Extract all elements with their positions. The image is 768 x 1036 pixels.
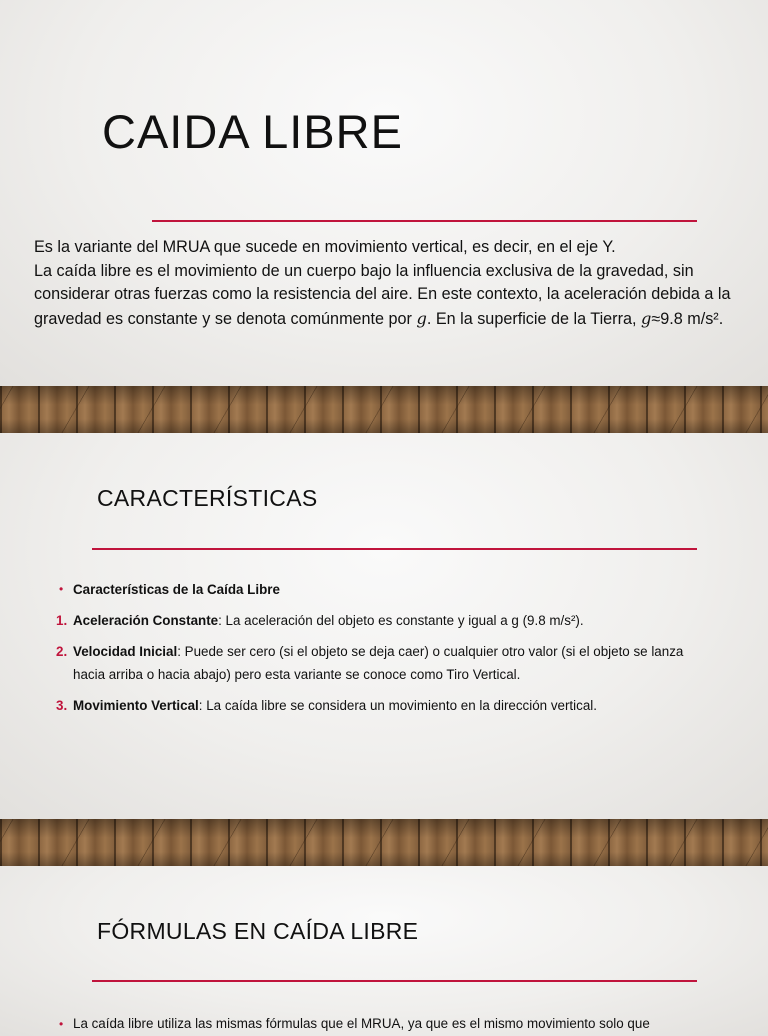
slide-body xyxy=(34,236,734,331)
list-term: Movimiento Vertical xyxy=(73,698,199,713)
list-item xyxy=(56,640,706,686)
list-item xyxy=(56,1014,756,1034)
slide-caida-libre xyxy=(0,0,768,386)
list-item xyxy=(56,578,706,601)
list-item xyxy=(56,609,706,632)
definition-text-c: ≈9.8 m/s². xyxy=(651,309,724,328)
list-heading: Características de la Caída Libre xyxy=(73,582,280,597)
wood-floor-separator xyxy=(0,386,768,433)
slide-title: FÓRMULAS EN CAÍDA LIBRE xyxy=(97,918,419,944)
definition-text-a: La caída libre es el movimiento de un cuerpo bajo la influencia exclusiva de la gravedad, sin considerar otras fuerzas como la resistencia del aire. En este contexto, la aceleración debida a la gravedad es constante y se denota comúnmente por xyxy=(34,261,731,328)
paragraph-definition xyxy=(34,260,734,332)
characteristics-list xyxy=(56,578,706,725)
list-text: : Puede ser cero (si el objeto se deja caer) o cualquier otro valor (si el objeto se lanza hacia arriba o hacia abajo) pero esta variante se conoce como Tiro Vertical. xyxy=(73,644,684,682)
definition-text-b: . En la superficie de la Tierra, xyxy=(426,309,641,328)
wood-floor-separator xyxy=(0,819,768,866)
list-term: Aceleración Constante xyxy=(73,613,219,628)
list-text: La caída libre utiliza las mismas fórmulas que el MRUA, ya que es el mismo movimiento solo que xyxy=(73,1016,650,1031)
paragraph-mrua: Es la variante del MRUA que sucede en movimiento vertical, es decir, en el eje Y. xyxy=(34,238,616,256)
list-item xyxy=(56,694,706,717)
slide-title: CARACTERÍSTICAS xyxy=(97,485,318,511)
list-text: : La aceleración del objeto es constante y igual a g (9.8 m/s²). xyxy=(218,613,584,628)
list-number: 3. xyxy=(56,698,68,713)
slide-formulas xyxy=(0,866,768,1036)
list-number: 2. xyxy=(56,644,68,659)
list-term: Velocidad Inicial xyxy=(73,644,178,659)
slide-title: CAIDA LIBRE xyxy=(102,105,403,158)
g-symbol-2: g xyxy=(640,308,652,328)
bullet-icon: • xyxy=(59,1017,64,1031)
list-number: 1. xyxy=(56,613,68,628)
accent-divider xyxy=(92,548,697,550)
accent-divider xyxy=(152,220,697,222)
slide-caracteristicas xyxy=(0,433,768,819)
bullet-icon: • xyxy=(59,582,64,596)
accent-divider xyxy=(92,980,697,982)
g-symbol: g xyxy=(416,308,427,328)
list-text: : La caída libre se considera un movimiento en la dirección vertical. xyxy=(198,698,597,713)
